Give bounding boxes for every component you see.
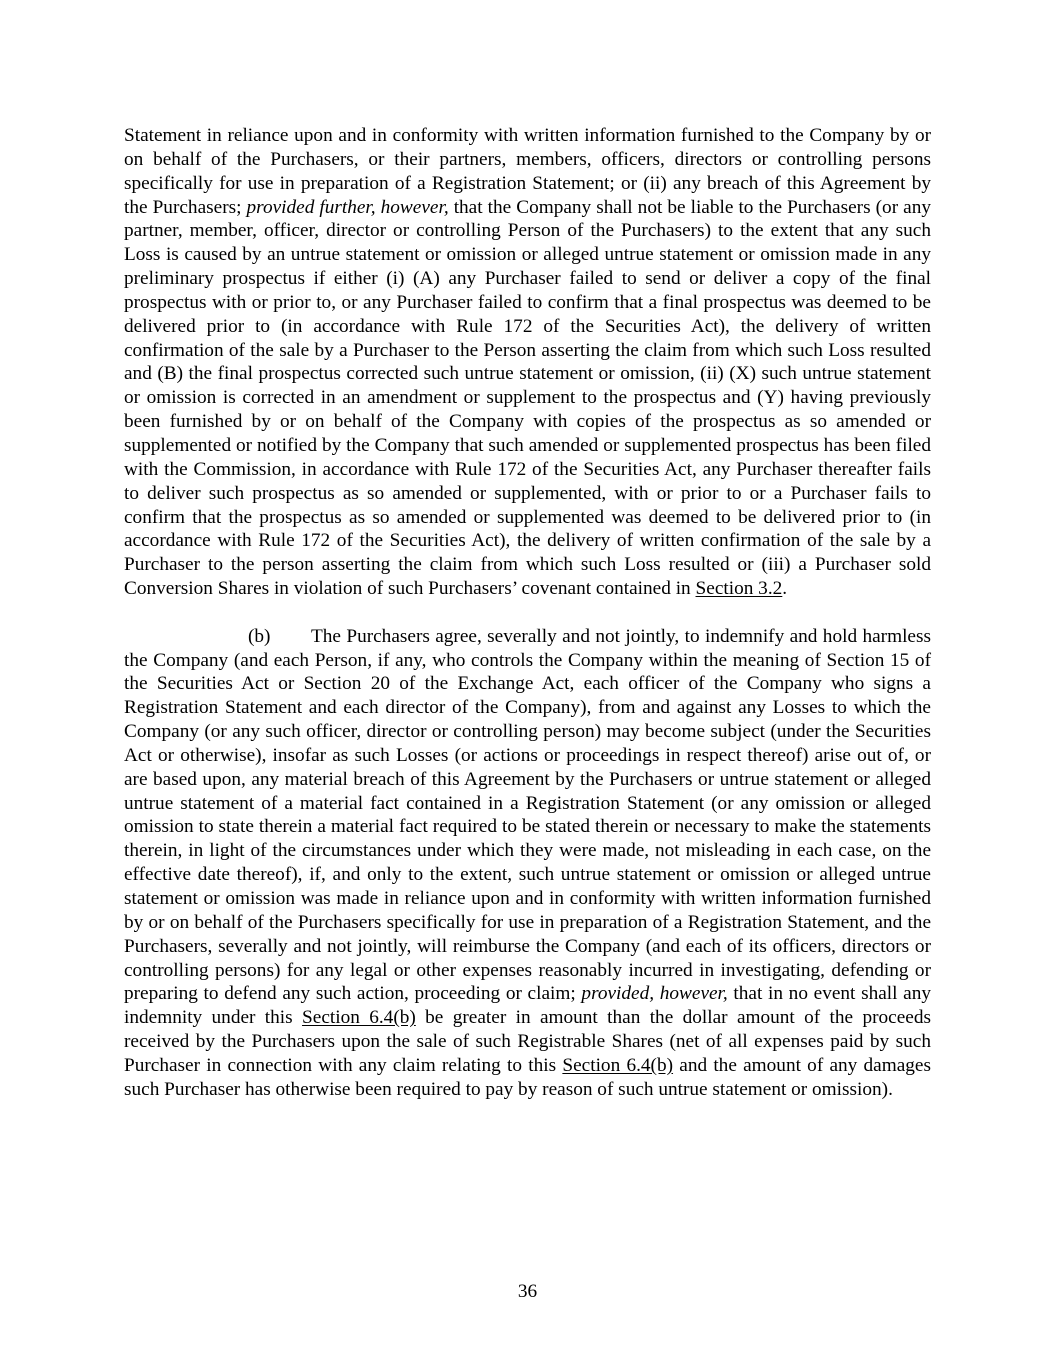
page-number: 36 xyxy=(517,1281,538,1302)
italic-proviso: provided, however, xyxy=(581,983,728,1005)
paragraph-text: be greater in amount than the dollar amount of the proceeds received by the Purchasers upon the sale of such Registrable Shares (net of all expenses paid by such Purchaser in connection with any claim relating to this xyxy=(124,1007,931,1076)
italic-proviso: provided further, however, xyxy=(246,196,449,218)
paragraph-b xyxy=(124,625,931,1102)
section-reference: Section 6.4(b) xyxy=(562,1054,674,1076)
paragraph-text: The Purchasers agree, severally and not jointly, to indemnify and hold harmless the Company (and each Person, if any, who controls the Company within the meaning of Section 15 of the Securities Act or Section 20 of the Exchange Act, each officer of the Company who signs a Registration Statement and each director of the Company), from and against any Losses to which the Company (or any such officer, director or controlling person) may become subject (under the Securities Act or otherwise), insofar as such Losses (or actions or proceedings in respect thereof) arise out of, or are based upon, any material breach of this Agreement by the Purchasers or untrue statement or alleged untrue statement of a material fact contained in a Registration Statement (or any omission or alleged omission to state therein a material fact required to be stated therein or necessary to make the statements therein, in light of the circumstances under which they were made, not misleading in each case, on the effective date thereof), if, and only to the extent, such untrue statement or omission or alleged untrue statement or omission was made in reliance upon and in conformity with written information furnished by or on behalf of the Purchasers specifically for use in preparation of a Registration Statement, and the Purchasers, severally and not jointly, will reimburse the Company (and each of its officers, directors or controlling persons) for any legal or other expenses reasonably incurred in investigating, defending or preparing to defend any such action, proceeding or claim; xyxy=(124,625,931,1005)
section-reference: Section 6.4(b) xyxy=(302,1007,416,1029)
section-reference: Section 3.2 xyxy=(695,578,783,600)
paragraph-text: that the Company shall not be liable to the Purchasers (or any partner, member, officer, director or controlling Person of the Purchasers) to the extent that any such Loss is caused by an untrue statement or omission or alleged untrue statement or omission made in any preliminary prospectus if either (i) (A) any Purchaser failed to send or deliver a copy of the final prospectus with or prior to, or any Purchaser failed to confirm that a final prospectus was deemed to be delivered prior to (in accordance with Rule 172 of the Securities Act), the delivery of written confirmation of the sale by a Purchaser to the Person asserting the claim from which such Loss resulted and (B) the final prospectus corrected such untrue statement or omission, (ii) (X) such untrue statement or omission is corrected in an amendment or supplement to the prospectus and (Y) having previously been furnished by or on behalf of the Company with copies of the prospectus as so amended or supplemented or notified by the Company that such amended or supplemented prospectus has been filed with the Commission, in accordance with Rule 172 of the Securities Act, any Purchaser thereafter fails to deliver such prospectus as so amended or supplemented, with or prior to or a Purchaser fails to confirm that the prospectus as so amended or supplemented was deemed to be delivered prior to (in accordance with Rule 172 of the Securities Act), the delivery of written confirmation of the sale by a Purchaser to the person asserting the claim from which such Loss resulted or (iii) a Purchaser sold Conversion Shares in violation of such Purchasers’ covenant contained in xyxy=(124,196,931,600)
paragraph-label: (b) xyxy=(248,625,271,647)
document-body xyxy=(124,124,931,1102)
paragraph-a-continuation xyxy=(124,124,931,601)
paragraph-text: . xyxy=(782,578,788,600)
paragraph-text: that in no event shall any indemnity under this xyxy=(124,983,931,1029)
paragraph-text: and the amount of any damages such Purchaser has otherwise been required to pay by reason of such untrue statement or omission). xyxy=(124,1054,931,1100)
paragraph-text: Statement in reliance upon and in conformity with written information furnished to the Company by or on behalf of the Purchasers, or their partners, members, officers, directors or controlling persons specifically for use in preparation of a Registration Statement; or (ii) any breach of this Agreement by the Purchasers; xyxy=(124,125,931,218)
